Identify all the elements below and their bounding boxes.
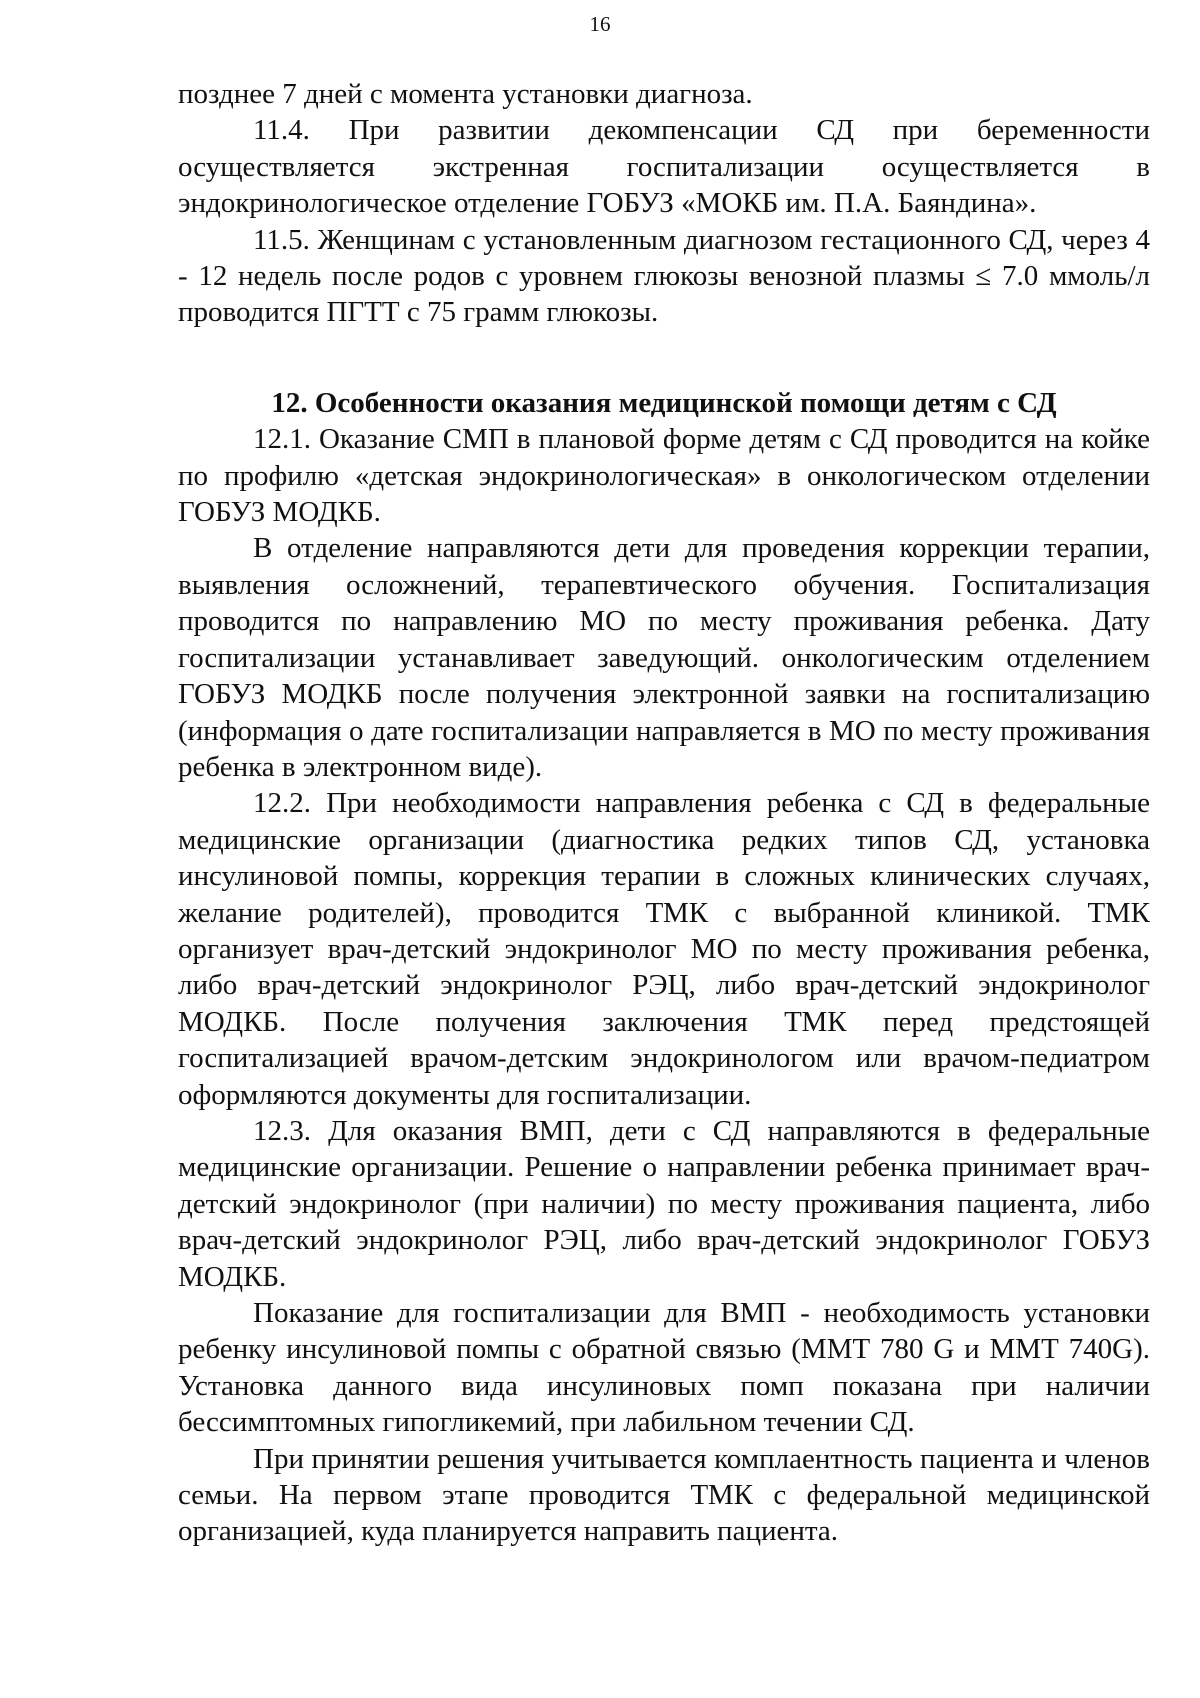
paragraph-12-3: 12.3. Для оказания ВМП, дети с СД направляются в федеральные медицинские организации. Решение о направлении ребенка принимает врач-детский эндокринолог (при наличии) по месту проживания пациента, либо врач-детский эндокринолог РЭЦ, либо врач-детский эндокринолог ГОБУЗ МОДКБ.	[178, 1114, 1150, 1293]
paragraph-decision: При принятии решения учитывается комплаентность пациента и членов семьи. На первом этапе проводится ТМК с федеральной медицинской организацией, куда планируется направить пациента.	[178, 1442, 1150, 1548]
paragraph-11-5: 11.5. Женщинам с установленным диагнозом гестационного СД, через 4 - 12 недель после родов с уровнем глюкозы венозной плазмы ≤ 7.0 ммоль/л проводится ПГТТ с 75 грамм глюкозы.	[178, 223, 1150, 329]
paragraph-indication: Показание для госпитализации для ВМП - необходимость установки ребенку инсулиновой помпы с обратной связью (ММТ 780 G и ММТ 740G). Установка данного вида инсулиновых помп показана при наличии бессимптомных гипогликемий, при лабильном течении СД.	[178, 1297, 1150, 1439]
paragraph-department: В отделение направляются дети для проведения коррекции терапии, выявления осложнений, терапевтического обучения. Госпитализация проводится по направлению МО по месту проживания ребенка. Дату госпитализации устанавливает заведующий. онкологическим отделением ГОБУЗ МОДКБ после получения электронной заявки на госпитализацию (информация о дате госпитализации направляется в МО по месту проживания ребенка в электронном виде).	[178, 532, 1150, 783]
paragraph-continuation: позднее 7 дней с момента установки диагноза.	[178, 78, 753, 110]
page-number: 16	[589, 12, 611, 36]
paragraph-12-2: 12.2. При необходимости направления ребенка с СД в федеральные медицинские организации (диагностика редких типов СД, установка инсулиновой помпы, коррекция терапии в сложных клинических случаях, желание родителей), проводится ТМК с выбранной клиникой. ТМК организует врач-детский эндокринолог МО по месту проживания ребенка, либо врач-детский эндокринолог РЭЦ, либо врач-детский эндокринолог МОДКБ. После получения заключения ТМК перед предстоящей госпитализацией врачом-детским эндокринологом или врачом-педиатром оформляются документы для госпитализации.	[178, 787, 1150, 1111]
paragraph-12-1: 12.1. Оказание СМП в плановой форме детям с СД проводится на койке по профилю «детская эндокринологическая» в онкологическом отделении ГОБУЗ МОДКБ.	[178, 423, 1150, 529]
document-body	[178, 76, 1150, 1550]
paragraph-11-4: 11.4. При развитии декомпенсации СД при беременности осуществляется экстренная госпитализации осуществляется в эндокринологическое отделение ГОБУЗ «МОКБ им. П.А. Баяндина».	[178, 114, 1150, 220]
section-heading-12: 12. Особенности оказания медицинской помощи детям с СД	[271, 386, 1057, 419]
